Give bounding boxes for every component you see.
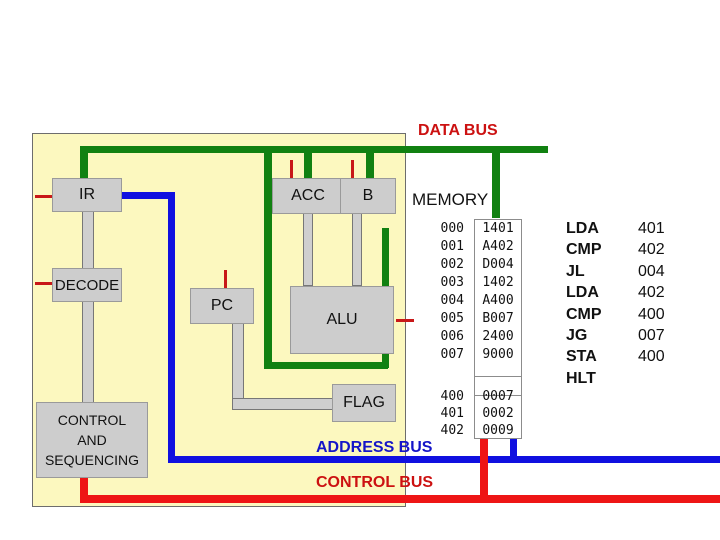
memory-cell: 0009 bbox=[482, 423, 514, 438]
pc-flag-wire-horizontal bbox=[232, 398, 340, 410]
data-bus-pc-horizontal bbox=[264, 362, 388, 369]
operand: 402 bbox=[638, 241, 665, 259]
control-label-line3: SEQUENCING bbox=[44, 452, 140, 468]
decode-control-stub bbox=[35, 282, 53, 285]
memory-cell: 1402 bbox=[482, 275, 514, 290]
b-control-stub bbox=[351, 160, 354, 180]
memory-data-cells bbox=[474, 388, 522, 439]
control-bus-bottom bbox=[80, 495, 720, 503]
ir-register bbox=[52, 178, 122, 212]
address-bus-vertical bbox=[168, 192, 175, 462]
address-bus-ir-horizontal bbox=[116, 192, 172, 199]
acc-register bbox=[272, 178, 344, 214]
memory-address: 005 bbox=[440, 311, 464, 326]
operand: 400 bbox=[638, 305, 665, 323]
acc-alu-wire bbox=[303, 208, 313, 286]
control-bus-memory-drop bbox=[480, 436, 488, 498]
control-label-line1: CONTROL bbox=[57, 412, 127, 428]
program-operands bbox=[638, 218, 665, 368]
b-label: B bbox=[362, 187, 374, 204]
alu-label: ALU bbox=[326, 311, 358, 328]
data-bus-memory-drop bbox=[492, 146, 500, 218]
pc-control-stub bbox=[224, 270, 227, 288]
mnemonic: CMP bbox=[566, 241, 602, 259]
memory-cell: 0002 bbox=[482, 406, 514, 421]
decode-label: DECODE bbox=[54, 276, 120, 294]
memory-address: 401 bbox=[440, 406, 464, 421]
memory-address: 006 bbox=[440, 329, 464, 344]
memory-address: 004 bbox=[440, 293, 464, 308]
memory-cell: 9000 bbox=[482, 347, 514, 362]
mnemonic: JL bbox=[566, 262, 585, 280]
data-bus-top bbox=[80, 146, 548, 153]
mnemonic: CMP bbox=[566, 305, 602, 323]
alu-block bbox=[290, 286, 394, 354]
data-bus-b-drop bbox=[366, 146, 374, 182]
memory-cell: 0007 bbox=[482, 389, 514, 404]
mnemonic: LDA bbox=[566, 220, 599, 237]
data-bus-pc-vertical bbox=[264, 146, 272, 368]
memory-address: 007 bbox=[440, 347, 464, 362]
memory-cell: D004 bbox=[482, 257, 514, 272]
control-sequencing-block bbox=[36, 402, 148, 478]
memory-address: 001 bbox=[440, 239, 464, 254]
address-bus-memory-drop bbox=[510, 436, 517, 458]
memory-address: 402 bbox=[440, 423, 464, 438]
operand: 402 bbox=[638, 284, 665, 302]
mnemonic: LDA bbox=[566, 284, 599, 302]
operand: 007 bbox=[638, 327, 665, 345]
data-bus-acc-drop bbox=[304, 146, 312, 182]
operand: 004 bbox=[638, 262, 665, 280]
memory-address: 000 bbox=[440, 221, 464, 236]
operand: 400 bbox=[638, 348, 665, 366]
operand: 401 bbox=[638, 220, 665, 237]
program-mnemonics bbox=[566, 218, 602, 389]
mnemonic: JG bbox=[566, 327, 588, 345]
memory-cell: 2400 bbox=[482, 329, 514, 344]
mnemonic: STA bbox=[566, 348, 597, 366]
address-bus-label: ADDRESS BUS bbox=[316, 439, 433, 456]
pc-register bbox=[190, 288, 254, 324]
decode-control-wire bbox=[82, 296, 94, 404]
flag-register bbox=[332, 384, 396, 422]
acc-label: ACC bbox=[291, 187, 325, 204]
address-bus-bottom bbox=[168, 456, 720, 463]
control-bus-label: CONTROL BUS bbox=[316, 474, 434, 491]
pc-label: PC bbox=[210, 297, 234, 314]
memory-address: 002 bbox=[440, 257, 464, 272]
data-bus-ir-drop bbox=[80, 146, 88, 182]
memory-label: MEMORY bbox=[412, 190, 489, 209]
memory-cell: 1401 bbox=[482, 221, 514, 236]
memory-cell: A402 bbox=[482, 239, 514, 254]
b-register bbox=[340, 178, 396, 214]
b-alu-wire bbox=[352, 208, 362, 286]
ir-control-stub bbox=[35, 195, 53, 198]
memory-cell: B007 bbox=[482, 311, 514, 326]
alu-control-stub bbox=[396, 319, 414, 322]
data-bus-label: DATA BUS bbox=[418, 122, 498, 139]
memory-address-column-program bbox=[420, 220, 464, 364]
memory-address: 003 bbox=[440, 275, 464, 290]
decode-block bbox=[52, 268, 122, 302]
acc-control-stub bbox=[290, 160, 293, 180]
control-label-line2: AND bbox=[77, 432, 107, 448]
memory-address-column-data bbox=[420, 388, 464, 439]
memory-gap-divider bbox=[475, 376, 521, 377]
flag-label: FLAG bbox=[343, 394, 385, 411]
pc-flag-wire-vertical bbox=[232, 310, 244, 410]
memory-address: 400 bbox=[440, 389, 464, 404]
ir-label: IR bbox=[79, 186, 95, 203]
memory-cell: A400 bbox=[482, 293, 514, 308]
mnemonic: HLT bbox=[566, 369, 596, 387]
